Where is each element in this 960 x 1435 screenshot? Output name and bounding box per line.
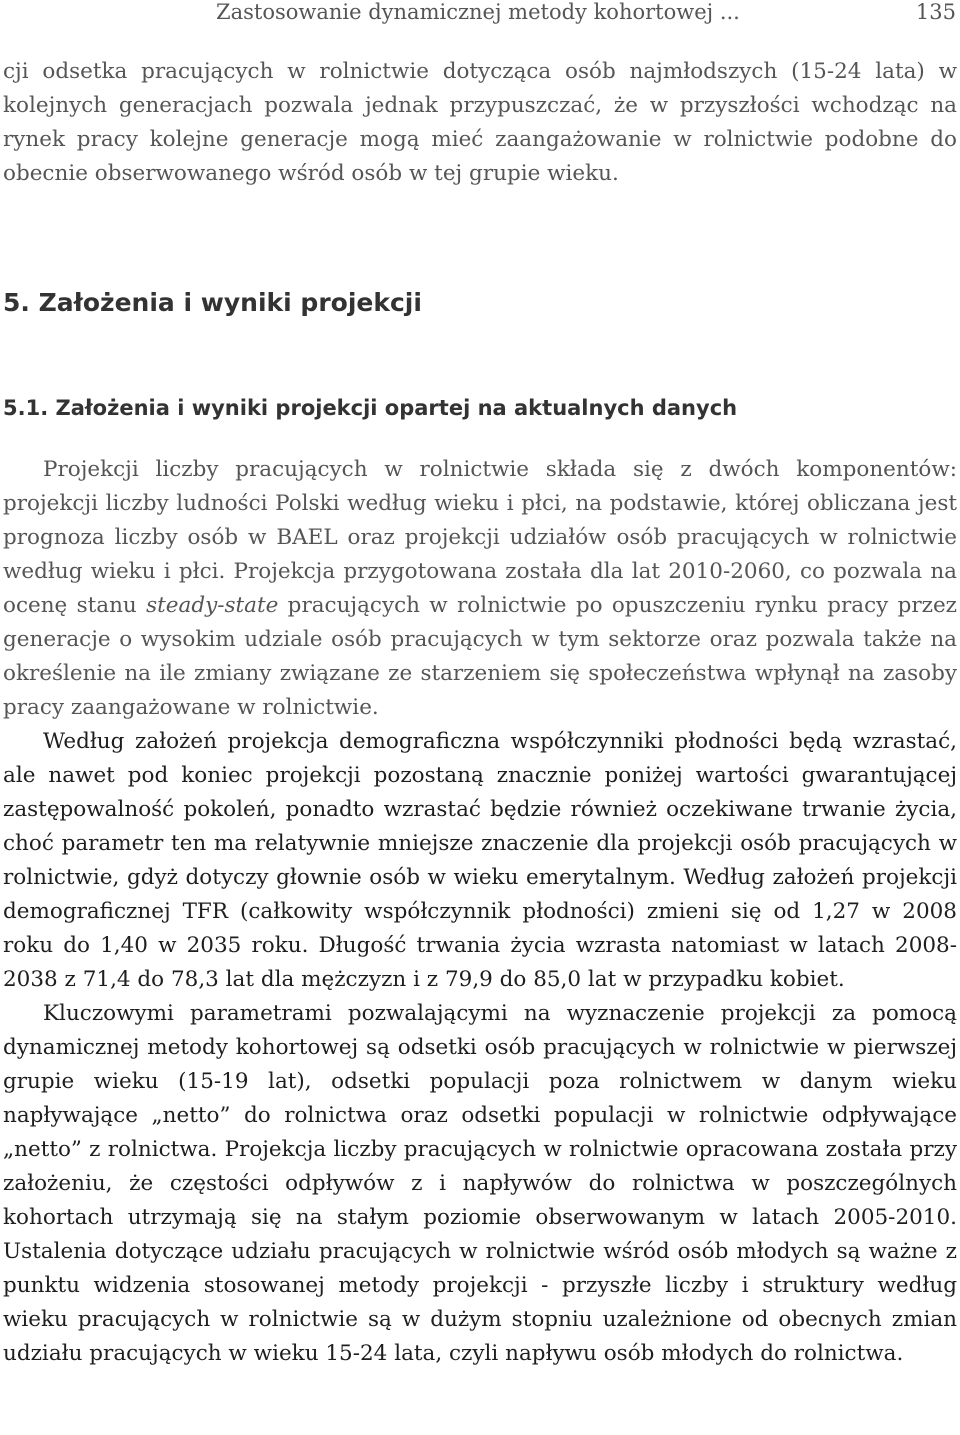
- section-heading: 5. Założenia i wyniki projekcji: [3, 288, 422, 317]
- subsection-heading: 5.1. Założenia i wyniki projekcji opartej na aktualnych danych: [3, 396, 738, 420]
- paragraph-1-text-end: pracujących w rolnictwie po opuszczeniu rynku pracy przez generacje o wysokim udziale osób pracujących w tym sektorze oraz pozwala także na określenie na ile zmiany związane ze starzeniem się społeczeństwa wpłynął na zasoby pracy zaangażowane w rolnictwie.: [3, 593, 957, 720]
- paragraph-1: [3, 453, 957, 725]
- paragraph-1-text-start: Projekcji liczby pracujących w rolnictwie składa się z dwóch komponentów: projekcji liczby ludności Polski według wieku i płci, na podstawie, której obliczana jest prognoza liczby osób w BAEL oraz projekcji udziałów osób pracujących w rolnictwie według wieku i płci. Projekcja przygotowana została dla lat 2010-2060, co pozwala na ocenę stanu: [3, 457, 957, 618]
- page-number: 135: [915, 0, 956, 24]
- running-header: [0, 0, 960, 30]
- paragraph-2: Według założeń projekcja demograficzna współczynniki płodności będą wzrastać, ale nawet pod koniec projekcji pozostaną znacznie poniżej wartości gwarantującej zastępowalność pokoleń, ponadto wzrastać będzie również oczekiwane trwanie życia, choć parametr ten ma relatywnie mniejsze znaczenie dla projekcji osób pracujących w rolnictwie, gdyż dotyczy głownie osób w wieku emerytalnym. Według założeń projekcji demograficznej TFR (całkowity współczynnik płodności) zmieni się od 1,27 w 2008 roku do 1,40 w 2035 roku. Długość trwania życia wzrasta natomiast w latach 2008-2038 z 71,4 do 78,3 lat dla mężczyzn i z 79,9 do 85,0 lat w przypadku kobiet.: [3, 729, 957, 992]
- running-title: Zastosowanie dynamicznej metody kohortowej ...: [216, 0, 740, 24]
- body-text: [3, 453, 957, 1371]
- paragraph-1-italic-term: steady-state: [146, 593, 279, 618]
- intro-paragraph: cji odsetka pracujących w rolnictwie dotycząca osób najmłodszych (15-24 lata) w kolejnych generacjach pozwala jednak przypuszczać, że w przyszłości wchodząc na rynek pracy kolejne generacje mogą mieć zaangażowanie w rolnictwie podobne do obecnie obserwowanego wśród osób w tej grupie wieku.: [3, 59, 957, 186]
- paragraph-3: Kluczowymi parametrami pozwalającymi na wyznaczenie projekcji za pomocą dynamicznej metody kohortowej są odsetki osób pracujących w rolnictwie w pierwszej grupie wieku (15-19 lat), odsetki populacji poza rolnictwem w danym wieku napływające „netto” do rolnictwa oraz odsetki populacji w rolnictwie odpływające „netto” z rolnictwa. Projekcja liczby pracujących w rolnictwie opracowana została przy założeniu, że częstości odpływów z i napływów do rolnictwa w poszczególnych kohortach utrzymają się na stałym poziomie obserwowanym w latach 2005-2010. Ustalenia dotyczące udziału pracujących w rolnictwie wśród osób młodych są ważne z punktu widzenia stosowanej metody projekcji - przyszłe liczby i struktury według wieku pracujących w rolnictwie są w dużym stopniu uzależnione od obecnych zmian udziału pracujących w wieku 15-24 lata, czyli napływu osób młodych do rolnictwa.: [3, 1001, 957, 1366]
